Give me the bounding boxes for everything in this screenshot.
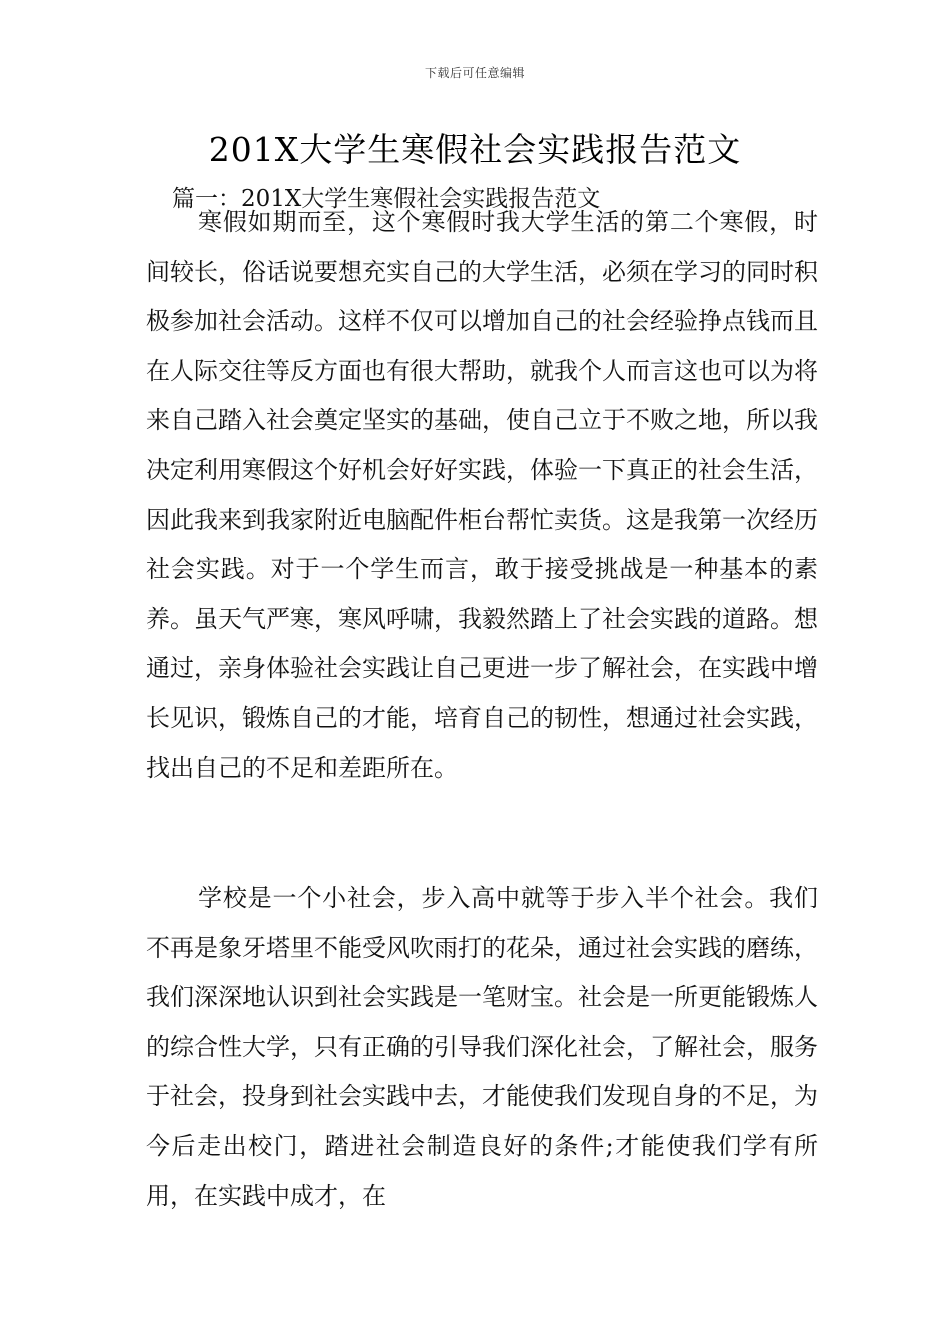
body-paragraph: 学校是一个小社会，步入高中就等于步入半个社会。我们不再是象牙塔里不能受风吹雨打的花朵，通过社会实践的磨练，我们深深地认识到社会实践是一笔财宝。社会是一所更能锻炼人的综合性大学，只有正确的引导我们深化社会，了解社会，服务于社会，投身到社会实践中去，才能使我们发现自身的不足，为今后走出校门，踏进社会制造良好的条件;才能使我们学有所用，在实践中成才，在	[146, 884, 818, 1210]
section-heading: 篇一：201X大学生寒假社会实践报告范文	[172, 186, 601, 212]
body-paragraph: 寒假如期而至，这个寒假时我大学生活的第二个寒假，时间较长，俗话说要想充实自己的大学生活，必须在学习的同时积极参加社会活动。这样不仅可以增加自己的社会经验挣点钱而且在人际交往等反方面也有很大帮助，就我个人而言这也可以为将来自己踏入社会奠定坚实的基础，使自己立于不败之地，所以我决定利用寒假这个好机会好好实践，体验一下真正的社会生活，因此我来到我家附近电脑配件柜台帮忙卖货。这是我第一次经历社会实践。对于一个学生而言，敢于接受挑战是一种基本的素养。虽天气严寒，寒风呼啸，我毅然踏上了社会实践的道路。想通过，亲身体验社会实践让自己更进一步了解社会，在实践中增长见识，锻炼自己的才能，培育自己的韧性，想通过社会实践，找出自己的不足和差距所在。	[146, 208, 818, 782]
page-title: 201X大学生寒假社会实践报告范文	[208, 130, 742, 169]
header-note: 下载后可任意编辑	[424, 66, 525, 80]
